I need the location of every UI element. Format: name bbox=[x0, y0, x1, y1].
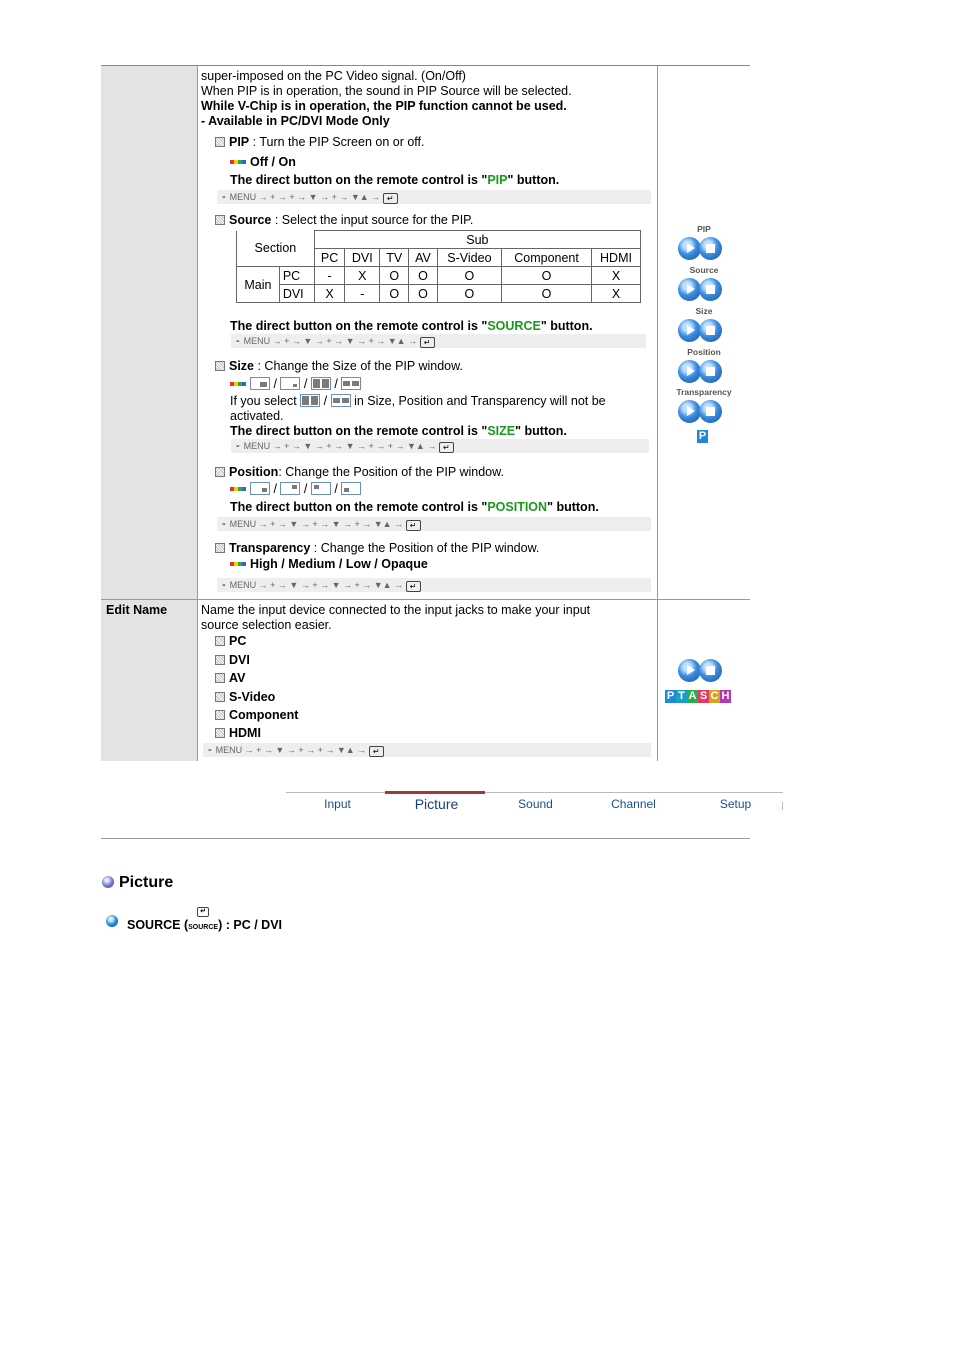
table-cell: O bbox=[380, 267, 409, 285]
sphere-bullet-icon bbox=[102, 876, 114, 888]
transparency-label: Transparency bbox=[229, 541, 311, 555]
pip-menu-path: - MENU → + → + → ▼ → + → ▼▲ → ↵ bbox=[217, 190, 651, 204]
table-top-border bbox=[101, 65, 750, 66]
transparency-item bbox=[215, 541, 539, 556]
edit-name-item: AV bbox=[229, 671, 246, 685]
edit-name-title: Edit Name bbox=[106, 603, 168, 617]
col-header: AV bbox=[409, 249, 438, 267]
sub-header: Sub bbox=[314, 231, 640, 249]
col-header: TV bbox=[380, 249, 409, 267]
col-header: HDMI bbox=[592, 249, 641, 267]
transparency-menu-text: MENU → + → ▼ → + → ▼ → + → ▼▲ → bbox=[229, 580, 404, 590]
table-cell: X bbox=[314, 285, 345, 303]
enter-icon: ↵ bbox=[439, 442, 454, 453]
row-header: PC bbox=[279, 267, 314, 285]
size-direct-pre: The direct button on the remote control is " bbox=[230, 424, 488, 438]
enter-icon: ↵ bbox=[406, 581, 421, 592]
stop-button-icon bbox=[699, 360, 722, 383]
sphere-bullet-icon bbox=[106, 915, 118, 927]
size-note-post: in Size, Position and Transparency will not be bbox=[354, 394, 606, 408]
nav-setup[interactable]: Setup bbox=[719, 797, 752, 811]
table-cell: O bbox=[437, 285, 501, 303]
list-item bbox=[215, 726, 261, 741]
pip-options bbox=[230, 155, 296, 170]
size-direct-btn: SIZE bbox=[487, 424, 516, 438]
bullet-icon bbox=[215, 137, 225, 147]
list-item bbox=[215, 634, 246, 649]
color-bar-icon bbox=[230, 382, 246, 386]
edit-name-item: S-Video bbox=[229, 690, 276, 704]
enter-icon: ↵ bbox=[406, 520, 421, 531]
source-direct bbox=[230, 319, 593, 334]
size-note: If you select / in Size, Position and Transparency will not be bbox=[230, 394, 606, 408]
bullet-icon bbox=[215, 636, 225, 646]
remote-label-source: Source bbox=[689, 265, 719, 275]
bullet-icon bbox=[215, 728, 225, 738]
position-direct-btn: POSITION bbox=[487, 500, 548, 514]
letter-c: C bbox=[710, 690, 719, 702]
bullet-icon bbox=[215, 673, 225, 683]
size-label: Size bbox=[229, 359, 255, 373]
remote-label-position: Position bbox=[687, 347, 721, 357]
stop-button-icon bbox=[699, 278, 722, 301]
ptasch-buttons-icon bbox=[665, 688, 731, 703]
size-direct bbox=[230, 424, 567, 439]
bullet-icon bbox=[215, 692, 225, 702]
edit-name-menu-text: MENU → + → ▼ → + → + → ▼▲ → bbox=[215, 745, 367, 755]
play-button-icon bbox=[678, 319, 701, 342]
remote-buttons-source bbox=[679, 278, 721, 304]
pip-size-double-icon bbox=[341, 377, 361, 390]
table-row bbox=[237, 267, 641, 285]
letter-h: H bbox=[721, 690, 730, 702]
nav-picture[interactable]: Picture bbox=[414, 796, 459, 812]
color-bar-icon bbox=[230, 562, 246, 566]
row-divider bbox=[101, 599, 750, 600]
pip-pos-top-right-icon bbox=[280, 482, 300, 495]
letter-t: T bbox=[676, 690, 687, 703]
nav-bar-line bbox=[286, 792, 783, 793]
edit-name-item: HDMI bbox=[229, 726, 261, 740]
nav-sound[interactable]: Sound bbox=[518, 797, 553, 811]
nav-input[interactable]: Input bbox=[324, 797, 351, 811]
enter-icon: ↵ bbox=[420, 337, 435, 348]
pip-intro-availability: - Available in PC/DVI Mode Only bbox=[201, 114, 390, 128]
table-cell: O bbox=[437, 267, 501, 285]
source-table bbox=[236, 230, 641, 303]
column-divider bbox=[657, 66, 658, 761]
pip-direct-post: " button. bbox=[507, 173, 560, 187]
col-header: DVI bbox=[345, 249, 380, 267]
play-button-icon bbox=[678, 278, 701, 301]
sub-heading bbox=[127, 908, 283, 935]
bullet-icon bbox=[215, 361, 225, 371]
col-header: PC bbox=[314, 249, 345, 267]
remote-buttons-size bbox=[679, 319, 721, 345]
list-item bbox=[215, 708, 298, 723]
enter-icon: ↵ bbox=[369, 746, 384, 757]
edit-name-line2: source selection easier. bbox=[201, 618, 332, 632]
row-header: DVI bbox=[279, 285, 314, 303]
play-button-icon bbox=[678, 360, 701, 383]
enter-icon: ↵ bbox=[383, 193, 398, 204]
letter-p: P bbox=[666, 690, 675, 702]
section-header: Section bbox=[237, 231, 315, 267]
pip-size-double-icon bbox=[331, 394, 351, 407]
nav-end-divider bbox=[782, 802, 783, 810]
pip-direct bbox=[230, 173, 559, 188]
table-cell: O bbox=[409, 267, 438, 285]
sub-heading-pre: SOURCE ( bbox=[127, 918, 189, 932]
source-menu-text: MENU → + → ▼ → + → ▼ → + → ▼▲ → bbox=[243, 336, 418, 346]
table-cell: X bbox=[592, 285, 641, 303]
pip-size-small-icon bbox=[250, 377, 270, 390]
remote-buttons-transparency bbox=[679, 400, 721, 426]
remote-label-transparency: Transparency bbox=[676, 387, 732, 397]
pip-pos-top-left-icon bbox=[311, 482, 331, 495]
table-cell: - bbox=[314, 267, 345, 285]
letter-s: S bbox=[699, 690, 708, 702]
pip-direct-pre: The direct button on the remote control is " bbox=[230, 173, 488, 187]
source-button-icon: ↵ SOURCE bbox=[188, 908, 219, 931]
size-note-pre: If you select bbox=[230, 394, 297, 408]
sub-heading-post: ) : PC / DVI bbox=[218, 918, 283, 932]
pip-options-text: Off / On bbox=[250, 155, 296, 169]
transparency-options bbox=[230, 557, 428, 572]
play-button-icon bbox=[678, 659, 701, 682]
pip-menu-text: MENU → + → + → ▼ → + → ▼▲ → bbox=[229, 192, 381, 202]
list-item bbox=[215, 671, 245, 686]
letter-a: A bbox=[688, 690, 697, 702]
position-item bbox=[215, 465, 504, 480]
nav-channel[interactable]: Channel bbox=[611, 797, 656, 811]
edit-name-item: PC bbox=[229, 634, 247, 648]
size-note-line2: activated. bbox=[230, 409, 284, 423]
size-desc: : Change the Size of the PIP window. bbox=[254, 359, 463, 373]
table-cell: - bbox=[345, 285, 380, 303]
list-item bbox=[215, 690, 275, 705]
pip-size-tiny-icon bbox=[280, 377, 300, 390]
color-bar-icon bbox=[230, 487, 246, 491]
pip-intro-line2: When PIP is in operation, the sound in PIP Source will be selected. bbox=[201, 84, 572, 98]
source-direct-pre: The direct button on the remote control is " bbox=[230, 319, 488, 333]
source-item bbox=[215, 213, 473, 228]
pip-desc: : Turn the PIP Screen on or off. bbox=[249, 135, 425, 149]
bullet-icon bbox=[215, 543, 225, 553]
stop-button-icon bbox=[699, 319, 722, 342]
table-cell: O bbox=[502, 267, 592, 285]
remote-buttons-edit-name bbox=[679, 659, 721, 685]
remote-buttons-position bbox=[679, 360, 721, 386]
size-direct-post: " button. bbox=[515, 424, 567, 438]
play-button-icon bbox=[678, 400, 701, 423]
col-header: Component bbox=[502, 249, 592, 267]
bullet-icon bbox=[215, 215, 225, 225]
position-label: Position bbox=[229, 465, 279, 479]
left-label-column bbox=[101, 66, 198, 761]
source-direct-post: " button. bbox=[540, 319, 593, 333]
table-cell: O bbox=[409, 285, 438, 303]
source-menu-path: - MENU → + → ▼ → + → ▼ → + → ▼▲ → ↵ bbox=[231, 334, 646, 348]
transparency-menu-path: - MENU → + → ▼ → + → ▼ → + → ▼▲ → ↵ bbox=[217, 578, 651, 592]
position-direct-pre: The direct button on the remote control is " bbox=[230, 500, 488, 514]
pip-pos-bottom-right-icon bbox=[250, 482, 270, 495]
stop-button-icon bbox=[699, 659, 722, 682]
pip-pos-bottom-left-icon bbox=[341, 482, 361, 495]
table-row bbox=[237, 285, 641, 303]
size-item bbox=[215, 359, 463, 374]
size-menu-path: - MENU → + → ▼ → + → ▼ → + → + → ▼▲ → ↵ bbox=[231, 439, 649, 453]
transparency-desc: : Change the Position of the PIP window. bbox=[310, 541, 540, 555]
table-cell: X bbox=[345, 267, 380, 285]
section-divider bbox=[101, 838, 750, 839]
section-heading: Picture bbox=[119, 874, 174, 891]
source-label: Source bbox=[229, 213, 272, 227]
source-desc: : Select the input source for the PIP. bbox=[271, 213, 474, 227]
play-button-icon bbox=[678, 237, 701, 260]
table-cell: O bbox=[380, 285, 409, 303]
main-header: Main bbox=[237, 267, 280, 303]
edit-name-line1: Name the input device connected to the input jacks to make your input bbox=[201, 603, 591, 617]
bullet-icon bbox=[215, 710, 225, 720]
nav-active-indicator bbox=[385, 791, 485, 794]
edit-name-menu-path: - MENU → + → ▼ → + → + → ▼▲ → ↵ bbox=[203, 743, 651, 757]
pip-label: PIP bbox=[229, 135, 250, 149]
source-icon-label: SOURCE bbox=[188, 924, 219, 931]
position-menu-text: MENU → + → ▼ → + → ▼ → + → ▼▲ → bbox=[229, 519, 404, 529]
list-item bbox=[215, 653, 250, 668]
position-direct bbox=[230, 500, 599, 515]
pip-item bbox=[215, 135, 425, 150]
remote-label-size: Size bbox=[695, 306, 713, 316]
stop-button-icon bbox=[699, 400, 722, 423]
col-header: S-Video bbox=[437, 249, 501, 267]
edit-name-item: Component bbox=[229, 708, 299, 722]
remote-buttons-pip bbox=[679, 237, 721, 263]
pip-size-split-icon bbox=[311, 377, 331, 390]
p-letter: P bbox=[698, 430, 707, 442]
position-menu-path: - MENU → + → ▼ → + → ▼ → + → ▼▲ → ↵ bbox=[217, 517, 651, 531]
color-bar-icon bbox=[230, 160, 246, 164]
source-direct-btn: SOURCE bbox=[487, 319, 541, 333]
table-cell: O bbox=[502, 285, 592, 303]
stop-button-icon bbox=[699, 237, 722, 260]
pip-intro-line1: super-imposed on the PC Video signal. (On/Off) bbox=[201, 69, 466, 83]
remote-label-pip: PIP bbox=[697, 224, 711, 234]
size-options: / / / bbox=[230, 377, 361, 392]
bullet-icon bbox=[215, 655, 225, 665]
pip-direct-btn: PIP bbox=[487, 173, 508, 187]
position-desc: : Change the Position of the PIP window. bbox=[278, 465, 504, 479]
edit-name-item: DVI bbox=[229, 653, 250, 667]
table-cell: X bbox=[592, 267, 641, 285]
position-options: / / / bbox=[230, 482, 361, 497]
pip-size-split-icon bbox=[300, 394, 320, 407]
position-direct-post: " button. bbox=[547, 500, 599, 514]
size-menu-text: MENU → + → ▼ → + → ▼ → + → + → ▼▲ → bbox=[243, 441, 437, 451]
p-button-icon bbox=[697, 428, 708, 443]
bullet-icon bbox=[215, 467, 225, 477]
pip-intro-warning: While V-Chip is in operation, the PIP function cannot be used. bbox=[201, 99, 567, 113]
transparency-options-text: High / Medium / Low / Opaque bbox=[250, 557, 428, 571]
